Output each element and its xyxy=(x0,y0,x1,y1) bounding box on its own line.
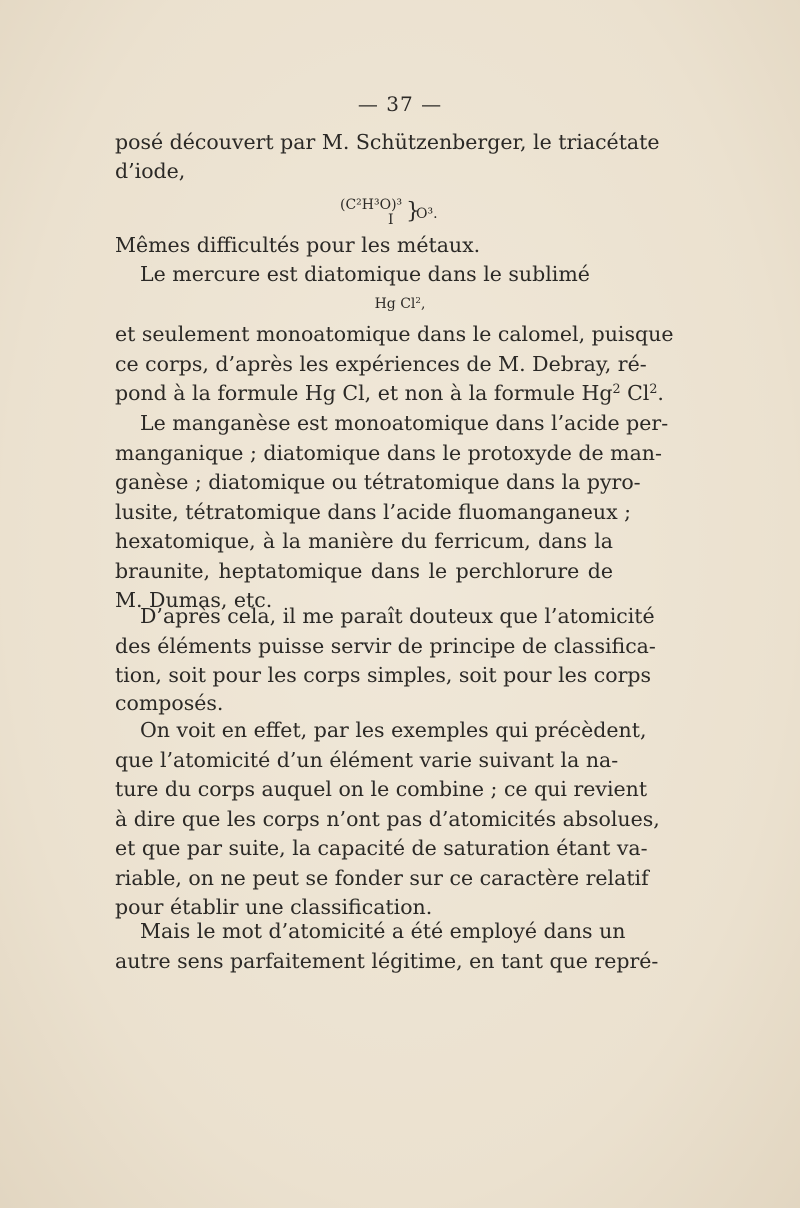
text-line: M. Dumas, etc. xyxy=(115,588,273,612)
paragraph-6 xyxy=(115,716,660,893)
formula-numerator: (C²H³O)³ xyxy=(340,197,403,213)
page-number: — 37 — xyxy=(357,92,443,116)
paragraph-4 xyxy=(115,409,669,586)
text-line: Le manganèse est monoatomique dans l’acide per- xyxy=(140,411,669,435)
text-line: D’après cela, il me paraît douteux que l’atomicité xyxy=(140,604,655,628)
paragraph-1-end xyxy=(115,157,613,187)
text-line: riable, on ne peut se fonder sur ce caractère relatif xyxy=(115,865,649,890)
formula-superscript: 2 xyxy=(415,296,421,307)
formula-iodine: I xyxy=(388,212,394,228)
text-line: ture du corps auquel on le combine ; ce qui revient xyxy=(115,777,648,801)
formula-brace: } xyxy=(406,199,420,224)
text-line: ganèse ; diatomique ou tétratomique dans la pyro- xyxy=(115,470,641,494)
paragraph-2 xyxy=(115,231,613,261)
text-line: Mêmes difficultés pour les métaux. xyxy=(115,233,481,257)
text-line: des éléments puisse servir de principe de classifica- xyxy=(115,633,656,658)
paragraph-5 xyxy=(115,602,656,691)
paragraph-3 xyxy=(115,260,613,290)
text-line: composés. xyxy=(115,691,224,715)
text-line: et que par suite, la capacité de saturation étant va- xyxy=(115,836,648,860)
paragraph-3-cont xyxy=(115,320,674,379)
text-line: que l’atomicité d’un élément varie suivant la na- xyxy=(115,747,619,772)
formula-base: Hg Cl xyxy=(374,296,416,312)
text-line: manganique ; diatomique dans le protoxyde de man- xyxy=(115,440,662,465)
text-line: posé découvert par M. Schützenberger, le triacétate xyxy=(115,130,660,154)
text-line: Le mercure est diatomique dans le sublimé xyxy=(140,262,590,286)
text-line: d’iode, xyxy=(115,159,186,183)
formula-oxygen: O³. xyxy=(416,206,438,222)
text-line: pond à la formule Hg Cl, et non à la formule Hg$^2$ Cl$^2$. xyxy=(115,381,664,405)
paragraph-7 xyxy=(115,917,659,976)
text-line: à dire que les corps n’ont pas d’atomicités absolues, xyxy=(115,806,660,831)
text-line: pour établir une classification. xyxy=(115,895,433,919)
paragraph-3-end xyxy=(115,379,664,409)
text-line: On voit en effet, par les exemples qui précèdent, xyxy=(140,718,647,742)
formula-tail: , xyxy=(420,296,426,312)
text-line: hexatomique, à la manière du ferricum, dans la xyxy=(115,529,613,553)
text-line: et seulement monoatomique dans le calomel, puisque xyxy=(115,322,674,346)
paragraph-5-end xyxy=(115,689,613,719)
text-line: autre sens parfaitement légitime, en tant que repré- xyxy=(115,948,659,973)
text-line: braunite, heptatomique dans le perchlorure de xyxy=(115,558,613,583)
text-line: lusite, tétratomique dans l’acide fluomanganeux ; xyxy=(115,499,632,524)
formula-sublime xyxy=(0,296,800,312)
paragraph-1 xyxy=(115,128,660,158)
text-line: ce corps, d’après les expériences de M. Debray, ré- xyxy=(115,351,647,376)
text-line: Mais le mot d’atomicité a été employé dans un xyxy=(140,919,626,943)
text-line: tion, soit pour les corps simples, soit pour les corps xyxy=(115,663,652,687)
